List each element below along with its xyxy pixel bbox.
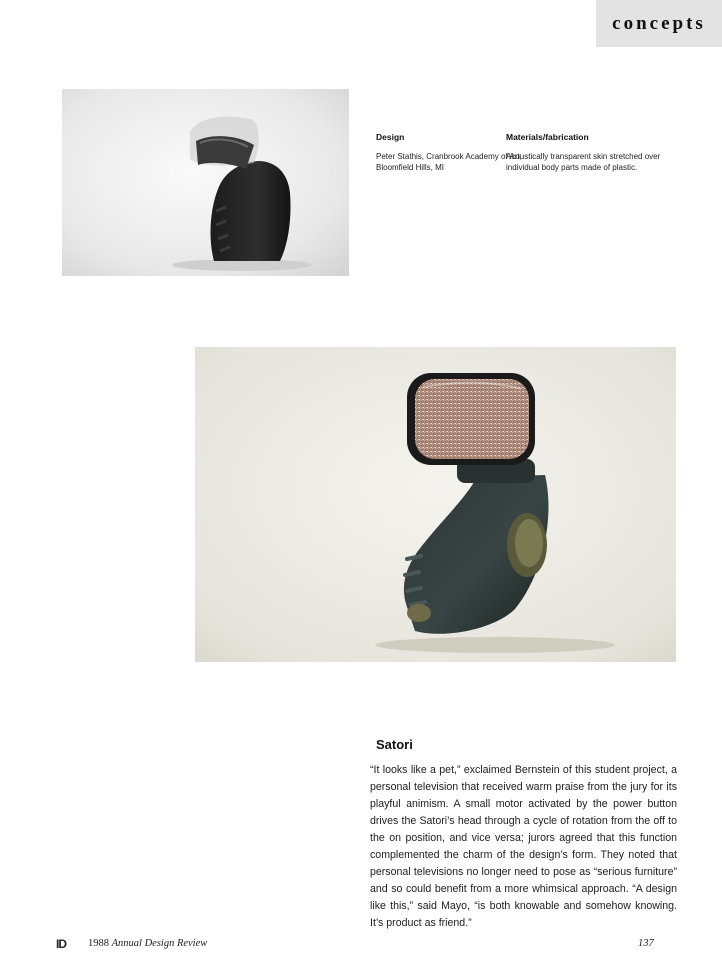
- publication-line: [88, 938, 207, 949]
- publication-name: Annual Design Review: [111, 938, 208, 949]
- materials-heading: Materials/fabrication: [506, 132, 589, 142]
- publication-logo: ID: [56, 937, 66, 951]
- page-number: 137: [638, 938, 654, 949]
- section-label: concepts: [612, 12, 706, 34]
- design-credits: [376, 132, 526, 173]
- product-image-on: [195, 347, 676, 662]
- design-text: Peter Stathis, Cranbrook Academy of Art, Bloomfield Hills, MI: [376, 152, 522, 172]
- product-image-off: [62, 89, 349, 276]
- publication-year: 1988: [88, 938, 109, 949]
- materials-text: Acoustically transparent skin stretched over individual body parts made of plastic.: [506, 152, 661, 172]
- section-tab: [596, 0, 722, 47]
- product-photo-off: [62, 89, 349, 276]
- article-body: “It looks like a pet,” exclaimed Bernstein of this student project, a personal television that received warm praise from the jury for its playful animism. A small motor activated by the power button drives the Satori’s head through a cycle of rotation from the off to the on position, and vice versa; jurors agreed that this function complemented the charm of the design’s form. They noted that personal televisions no longer need to pose as “serious furniture” and so could benefit from a more whimsical approach. “A design like this,” said Mayo, “is both knowable and somehow knowing. It’s product as friend.”: [370, 764, 677, 929]
- design-heading: Design: [376, 132, 405, 142]
- article-title: Satori: [376, 737, 413, 752]
- product-photo-on: [195, 347, 676, 662]
- materials-credits: [506, 132, 676, 173]
